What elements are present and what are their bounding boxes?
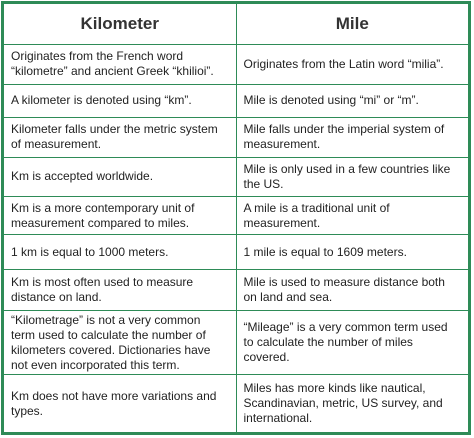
mile-cell: “Mileage” is a very common term used to calculate the number of miles covered. <box>236 310 469 374</box>
kilometer-cell: Kilometer falls under the metric system of measurement. <box>4 117 237 157</box>
table-row <box>4 84 469 117</box>
kilometer-cell: “Kilometrage” is not a very common term used to calculate the number of kilometers covered. Dictionaries have not even incorporated this term. <box>4 310 237 374</box>
mile-cell: 1 mile is equal to 1609 meters. <box>236 235 469 270</box>
kilometer-cell: Km is most often used to measure distance on land. <box>4 269 237 310</box>
kilometer-cell: Km is accepted worldwide. <box>4 157 237 197</box>
table-row <box>4 197 469 235</box>
mile-cell: Mile is only used in a few countries like the US. <box>236 157 469 197</box>
kilometer-cell: 1 km is equal to 1000 meters. <box>4 235 237 270</box>
kilometer-cell: A kilometer is denoted using “km”. <box>4 84 237 117</box>
mile-cell: Mile falls under the imperial system of measurement. <box>236 117 469 157</box>
comparison-table <box>3 3 469 433</box>
header-mile: Mile <box>236 4 469 45</box>
kilometer-cell: Originates from the French word “kilometre” and ancient Greek “khilioi”. <box>4 45 237 85</box>
table-row <box>4 269 469 310</box>
table-row <box>4 235 469 270</box>
kilometer-cell: Km is a more contemporary unit of measurement compared to miles. <box>4 197 237 235</box>
mile-cell: Mile is denoted using “mi” or “m”. <box>236 84 469 117</box>
mile-cell: Mile is used to measure distance both on land and sea. <box>236 269 469 310</box>
kilometer-cell: Km does not have more variations and types. <box>4 375 237 433</box>
mile-cell: Miles has more kinds like nautical, Scandinavian, metric, US survey, and international. <box>236 375 469 433</box>
table-row <box>4 310 469 374</box>
header-kilometer: Kilometer <box>4 4 237 45</box>
table-row <box>4 45 469 85</box>
table-row <box>4 157 469 197</box>
comparison-table-frame <box>1 1 471 435</box>
header-row <box>4 4 469 45</box>
table-row <box>4 375 469 433</box>
mile-cell: Originates from the Latin word “milia”. <box>236 45 469 85</box>
table-row <box>4 117 469 157</box>
mile-cell: A mile is a traditional unit of measurement. <box>236 197 469 235</box>
